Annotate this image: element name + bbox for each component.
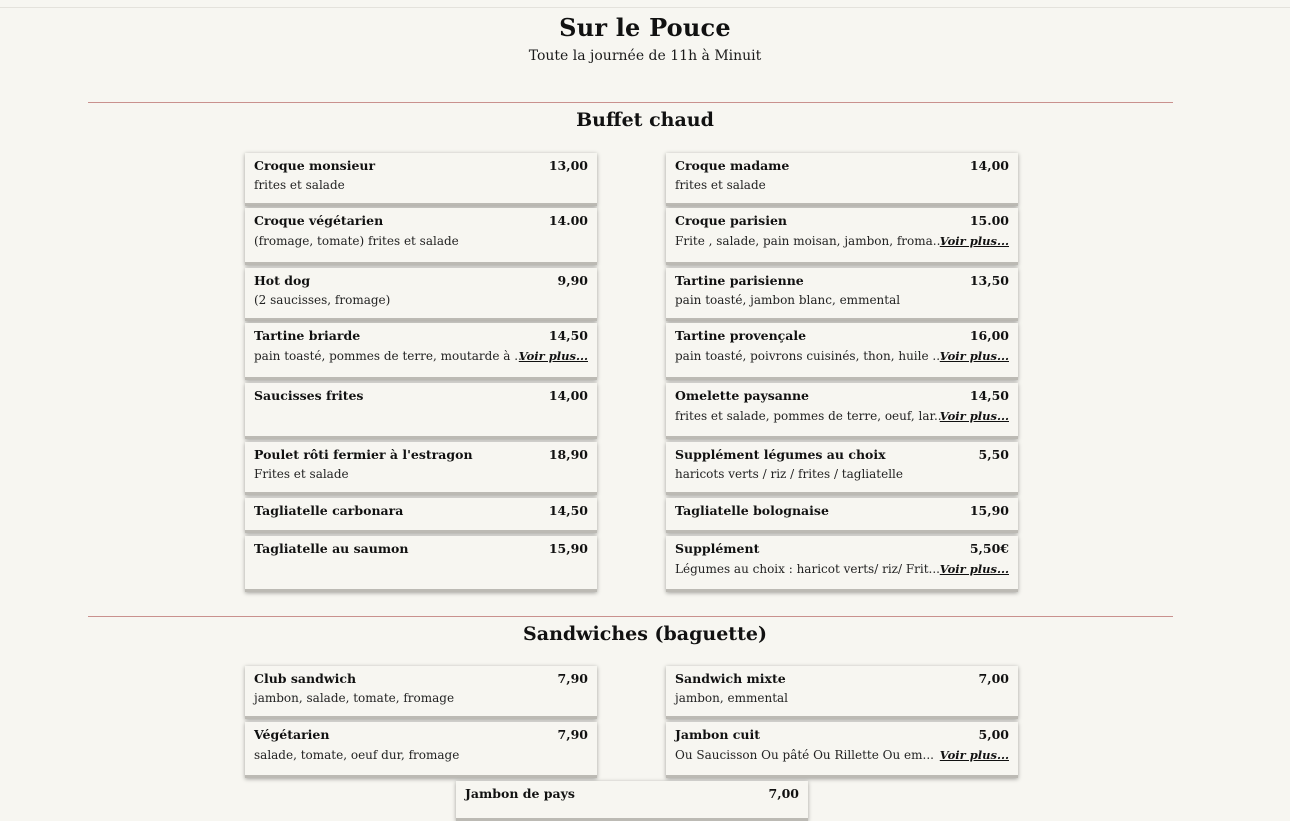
item-price: 5,50 xyxy=(978,447,1009,462)
top-border xyxy=(0,7,1290,8)
menu-item-card[interactable] xyxy=(666,442,1018,495)
menu-item-card[interactable] xyxy=(666,383,1018,439)
item-price: 16,00 xyxy=(969,328,1009,343)
item-price: 14,00 xyxy=(548,388,588,403)
item-name: Sandwich mixte xyxy=(675,671,786,686)
voir-plus-link[interactable]: Voir plus... xyxy=(939,234,1009,248)
item-name: Tagliatelle au saumon xyxy=(254,541,409,556)
item-description: pain toasté, jambon blanc, emmental xyxy=(675,293,901,307)
item-name: Végétarien xyxy=(254,727,330,742)
page-title: Sur le Pouce xyxy=(559,13,731,42)
menu-item-card[interactable] xyxy=(245,536,597,592)
item-price: 15,90 xyxy=(548,541,588,556)
menu-item-card[interactable] xyxy=(666,722,1018,778)
menu-item-card[interactable] xyxy=(245,268,597,321)
menu-item-card[interactable] xyxy=(245,383,597,439)
item-name: Tartine provençale xyxy=(675,328,807,343)
item-description: jambon, salade, tomate, fromage xyxy=(254,691,455,705)
item-price: 13,50 xyxy=(969,273,1009,288)
item-price: 18,90 xyxy=(548,447,588,462)
item-price: 14,50 xyxy=(548,328,588,343)
item-name: Supplément xyxy=(675,541,760,556)
item-name: Tagliatelle carbonara xyxy=(254,503,404,518)
menu-item-card[interactable] xyxy=(666,153,1018,206)
menu-item-card[interactable] xyxy=(245,498,597,533)
item-price: 7,00 xyxy=(978,671,1009,686)
item-name: Club sandwich xyxy=(254,671,357,686)
item-price: 14,50 xyxy=(969,388,1009,403)
item-description: Ou Saucisson Ou pâté Ou Rillette Ou em... xyxy=(675,748,934,762)
item-name: Croque parisien xyxy=(675,213,788,228)
menu-item-card[interactable] xyxy=(666,498,1018,533)
item-name: Omelette paysanne xyxy=(675,388,809,403)
item-name: Jambon cuit xyxy=(675,727,760,742)
item-description: frites et salade xyxy=(254,178,345,192)
item-description: (fromage, tomate) frites et salade xyxy=(254,234,459,248)
item-name: Croque végétarien xyxy=(254,213,384,228)
voir-plus-link[interactable]: Voir plus... xyxy=(939,748,1009,762)
item-name: Croque madame xyxy=(675,158,790,173)
item-description: haricots verts / riz / frites / tagliatelle xyxy=(675,467,903,481)
menu-item-card[interactable] xyxy=(666,268,1018,321)
item-name: Croque monsieur xyxy=(254,158,376,173)
item-price: 15.00 xyxy=(969,213,1009,228)
item-price: 7,90 xyxy=(557,727,588,742)
item-price: 7,00 xyxy=(768,786,799,801)
menu-item-card[interactable] xyxy=(245,153,597,206)
item-description: pain toasté, pommes de terre, moutarde à ... xyxy=(254,349,526,363)
item-price: 9,90 xyxy=(557,273,588,288)
menu-item-card[interactable] xyxy=(245,666,597,719)
voir-plus-link[interactable]: Voir plus... xyxy=(939,349,1009,363)
item-name: Hot dog xyxy=(254,273,311,288)
item-description: pain toasté, poivrons cuisinés, thon, huile ... xyxy=(675,349,944,363)
item-description: salade, tomate, oeuf dur, fromage xyxy=(254,748,460,762)
item-price: 5,50€ xyxy=(969,541,1009,556)
menu-item-card[interactable] xyxy=(245,323,597,380)
menu-item-card[interactable] xyxy=(245,442,597,495)
item-description: jambon, emmental xyxy=(675,691,789,705)
voir-plus-link[interactable]: Voir plus... xyxy=(939,562,1009,576)
item-description: Frites et salade xyxy=(254,467,349,481)
menu-item-card[interactable] xyxy=(666,208,1018,265)
item-name: Jambon de pays xyxy=(465,786,575,801)
item-name: Poulet rôti fermier à l'estragon xyxy=(254,447,473,462)
item-name: Tartine parisienne xyxy=(675,273,804,288)
section-divider xyxy=(88,102,1173,103)
menu-item-card[interactable] xyxy=(666,666,1018,719)
menu-item-card[interactable] xyxy=(666,323,1018,380)
item-description: (2 saucisses, fromage) xyxy=(254,293,391,307)
item-price: 15,90 xyxy=(969,503,1009,518)
item-price: 14,00 xyxy=(969,158,1009,173)
section-title-buffet-chaud: Buffet chaud xyxy=(576,109,714,131)
item-description: frites et salade, pommes de terre, oeuf, lar... xyxy=(675,409,946,423)
menu-item-card[interactable] xyxy=(666,536,1018,592)
voir-plus-link[interactable]: Voir plus... xyxy=(518,349,588,363)
item-price: 14.00 xyxy=(548,213,588,228)
menu-item-card[interactable] xyxy=(245,722,597,778)
item-description: Légumes au choix : haricot verts/ riz/ Frit... xyxy=(675,562,940,576)
item-description: frites et salade xyxy=(675,178,766,192)
page-subtitle: Toute la journée de 11h à Minuit xyxy=(528,48,762,64)
item-name: Supplément légumes au choix xyxy=(675,447,886,462)
item-price: 13,00 xyxy=(548,158,588,173)
menu-item-card[interactable] xyxy=(456,781,808,821)
voir-plus-link[interactable]: Voir plus... xyxy=(939,409,1009,423)
section-title-sandwiches: Sandwiches (baguette) xyxy=(523,623,767,645)
menu-item-card[interactable] xyxy=(245,208,597,265)
item-name: Tagliatelle bolognaise xyxy=(675,503,829,518)
item-price: 14,50 xyxy=(548,503,588,518)
item-name: Tartine briarde xyxy=(254,328,361,343)
item-name: Saucisses frites xyxy=(254,388,364,403)
item-price: 5,00 xyxy=(978,727,1009,742)
item-price: 7,90 xyxy=(557,671,588,686)
section-divider xyxy=(88,616,1173,617)
item-description: Frite , salade, pain moisan, jambon, froma... xyxy=(675,234,945,248)
